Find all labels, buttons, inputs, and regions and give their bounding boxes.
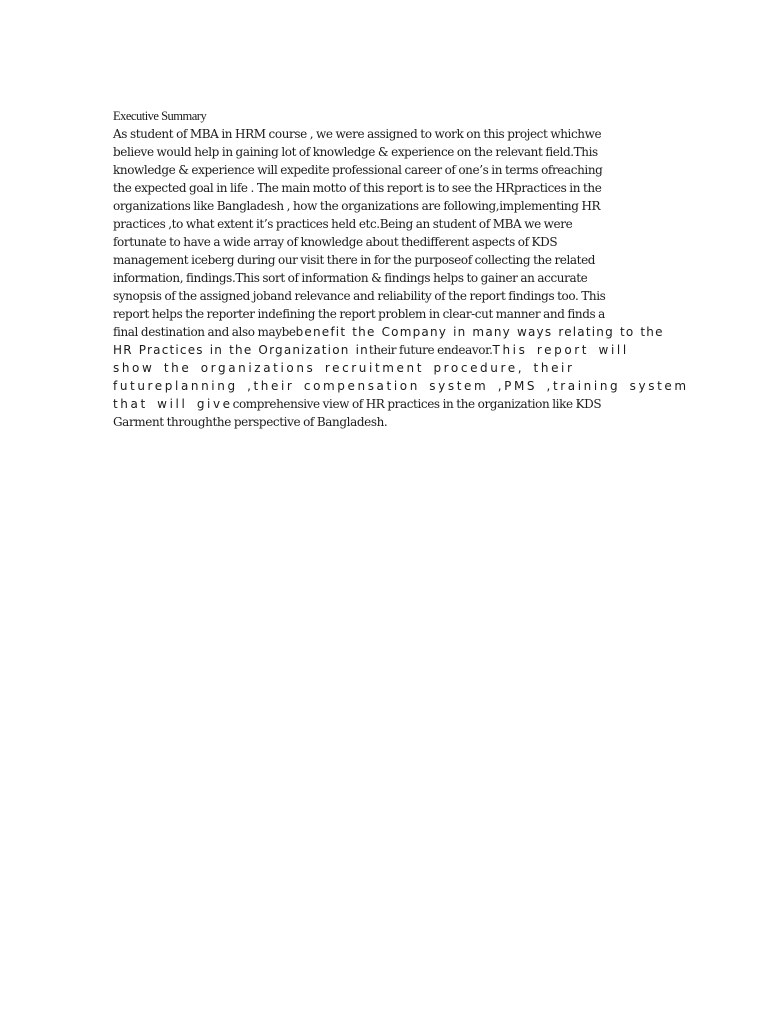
paragraph-line: knowledge & experience will expedite professional career of one’s in terms ofreaching bbox=[113, 163, 603, 177]
line-segment-spaced: benefit the Company in many ways relating to the bbox=[295, 325, 664, 339]
summary-paragraph bbox=[113, 125, 689, 431]
paragraph-line: believe would help in gaining lot of knowledge & experience on the relevant field.This bbox=[113, 145, 598, 159]
paragraph-line: synopsis of the assigned joband relevance and reliability of the report findings too. This bbox=[113, 289, 606, 303]
paragraph-line-spaced: show the organizations recruitment procedure, their bbox=[113, 361, 575, 375]
paragraph-line: information, findings.This sort of information & findings helps to gainer an accurate bbox=[113, 271, 588, 285]
line-segment: final destination and also maybe bbox=[113, 325, 296, 339]
paragraph-line: As student of MBA in HRM course , we were assigned to work on this project whichwe bbox=[113, 127, 602, 141]
paragraph-line: organizations like Bangladesh , how the organizations are following,implementing HR bbox=[113, 199, 601, 213]
line-segment-spaced: HR Practices in the Organization in bbox=[113, 343, 369, 357]
paragraph-line: fortunate to have a wide array of knowledge about thedifferent aspects of KDS bbox=[113, 235, 558, 249]
line-segment-spaced: This report will bbox=[492, 343, 629, 357]
paragraph-line: management iceberg during our visit there in for the purposeof collecting the related bbox=[113, 253, 596, 267]
paragraph-line-mixed bbox=[113, 341, 673, 359]
paragraph-line: practices ,to what extent it’s practices held etc.Being an student of MBA we were bbox=[113, 217, 573, 231]
paragraph-line-mixed bbox=[113, 395, 673, 413]
paragraph-line-spaced: futureplanning ,their compensation system ,PMS ,training system bbox=[113, 379, 689, 393]
section-heading: Executive Summary bbox=[113, 109, 207, 123]
paragraph-line: report helps the reporter indefining the report problem in clear-cut manner and finds a bbox=[113, 307, 605, 321]
line-segment: comprehensive view of HR practices in the organization like KDS bbox=[232, 397, 602, 411]
paragraph-line: Garment throughthe perspective of Bangladesh. bbox=[113, 415, 388, 429]
paragraph-line-mixed bbox=[113, 323, 673, 341]
executive-summary-section bbox=[113, 107, 689, 431]
line-segment: their future endeavor. bbox=[368, 343, 493, 357]
paragraph-line: the expected goal in life . The main motto of this report is to see the HRpractices in the bbox=[113, 181, 602, 195]
line-segment-spaced: that will give bbox=[113, 397, 233, 411]
